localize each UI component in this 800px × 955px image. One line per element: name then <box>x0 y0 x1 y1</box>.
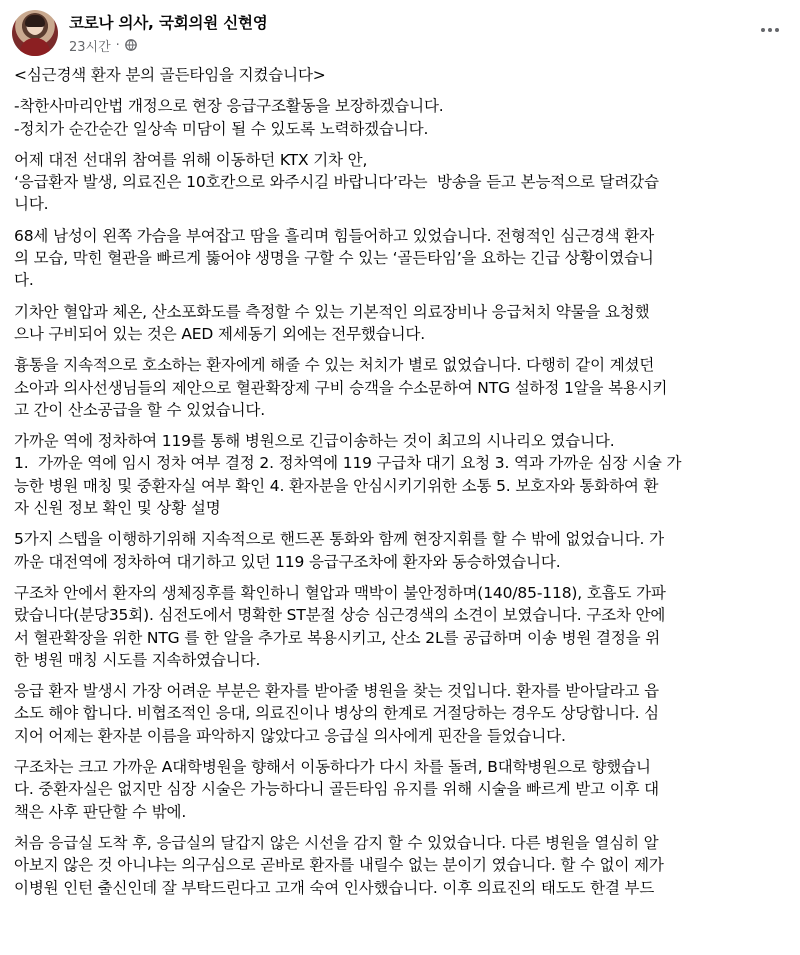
post-line: 자 신원 정보 확인 및 상황 설명 <box>14 499 221 518</box>
post-line: 아보지 않은 것 아니냐는 의구심으로 곧바로 환자를 내릴수 없는 분이기 였습니다. 할 수 없이 제가 <box>14 856 664 875</box>
post-line: 니다. <box>14 195 49 214</box>
post-paragraph <box>14 149 788 216</box>
post-line: 소아과 의사선생님들의 제안으로 혈관확장제 구비 승객을 수소문하여 NTG 설하정 1알을 복용시키 <box>14 378 668 397</box>
post-line: 1. 가까운 역에 임시 정차 여부 결정 2. 정차역에 119 구급차 대기 요청 3. 역과 가까운 심장 시술 가 <box>14 454 682 473</box>
post-line: 다. <box>14 271 34 290</box>
post-line: <심근경색 환자 분의 골든타임을 지켰습니다> <box>14 66 326 84</box>
more-dot <box>775 28 779 32</box>
post-line: 기차안 혈압과 체온, 산소포화도를 측정할 수 있는 기본적인 의료장비나 응급처치 약물을 요청했 <box>14 302 650 321</box>
post-line: 68세 남성이 왼쪽 가슴을 부여잡고 땀을 흘리며 힘들어하고 있었습니다. 전형적인 심근경색 환자 <box>14 226 655 245</box>
meta-separator: · <box>115 37 120 53</box>
more-dot <box>768 28 772 32</box>
post-paragraph <box>14 582 788 671</box>
post-line: 의 모습, 막힌 혈관을 빠르게 뚫어야 생명을 구할 수 있는 ‘골든타임’을 요하는 긴급 상황이였습니 <box>14 249 654 268</box>
post-paragraph <box>14 680 788 747</box>
post-time[interactable]: 23시간 <box>69 39 111 55</box>
post-line: 이병원 인턴 출신인데 잘 부탁드린다고 고개 숙여 인사했습니다. 이후 의료진의 태도도 한결 부드 <box>14 878 655 897</box>
post-paragraph <box>14 528 788 573</box>
author-name[interactable]: 코로나 의사, 국회의원 신현영 <box>69 14 268 32</box>
globe-icon[interactable] <box>125 39 137 51</box>
post-paragraph <box>14 301 788 346</box>
avatar[interactable] <box>12 10 58 56</box>
post-paragraph <box>14 225 788 292</box>
post-line: 소도 해야 합니다. 비협조적인 응대, 의료진이나 병상의 한계로 거절당하는 경우도 상당합니다. 심 <box>14 704 659 723</box>
post-paragraph <box>14 756 788 823</box>
post-line: -정치가 순간순간 일상속 미담이 될 수 있도록 노력하겠습니다. <box>14 119 429 138</box>
post-line: 지어 어제는 환자분 이름을 파악하지 않았다고 응급실 의사에게 핀잔을 들었습니다. <box>14 726 566 745</box>
more-options-icon[interactable] <box>756 20 784 40</box>
post-header <box>12 10 788 62</box>
post-line: 랐습니다(분당35회). 심전도에서 명확한 ST분절 상승 심근경색의 소견이 보였습니다. 구조차 안에 <box>14 606 666 625</box>
post-line: 한 병원 매칭 시도를 지속하였습니다. <box>14 650 261 669</box>
avatar-hair <box>25 15 45 27</box>
avatar-jacket <box>20 38 50 56</box>
post-meta <box>69 36 137 54</box>
post-paragraph <box>14 354 788 421</box>
post-line: 고 간이 산소공급을 할 수 있었습니다. <box>14 400 266 419</box>
post-paragraph <box>14 64 788 86</box>
post-line: ‘응급환자 발생, 의료진은 10호칸으로 와주시길 바랍니다’라는 방송을 듣고 본능적으로 달려갔습 <box>14 173 659 192</box>
post-line: 다. 중환자실은 없지만 심장 시술은 가능하다니 골든타임 유지를 위해 시술을 빠르게 받고 이후 대 <box>14 780 659 799</box>
post-body <box>14 64 788 908</box>
post-line: 까운 대전역에 정차하여 대기하고 있던 119 응급구조차에 환자와 동승하였습니다. <box>14 552 561 571</box>
post-line: 5가지 스텝을 이행하기위해 지속적으로 핸드폰 통화와 함께 현장지휘를 할 수 밖에 없었습니다. 가 <box>14 530 664 549</box>
post-line: 응급 환자 발생시 가장 어려운 부분은 환자를 받아줄 병원을 찾는 것입니다. 환자를 받아달라고 읍 <box>14 682 659 701</box>
post-line: 구조차는 크고 가까운 A대학병원을 향해서 이동하다가 다시 차를 돌려, B대학병원으로 향했습니 <box>14 758 651 777</box>
post-line: 책은 사후 판단할 수 밖에. <box>14 802 187 821</box>
post-paragraph <box>14 832 788 899</box>
post-line: 으나 구비되어 있는 것은 AED 제세동기 외에는 전무했습니다. <box>14 324 426 343</box>
post-line: 어제 대전 선대위 참여를 위해 이동하던 KTX 기차 안, <box>14 150 368 169</box>
post-line: 서 혈관확장을 위한 NTG 를 한 알을 추가로 복용시키고, 산소 2L를 공급하며 이송 병원 결정을 위 <box>14 628 661 647</box>
post-line: 처음 응급실 도착 후, 응급실의 달갑지 않은 시선을 감지 할 수 있었습니다. 다른 병원을 열심히 알 <box>14 833 659 852</box>
post-line: 능한 병원 매칭 및 중환자실 여부 확인 4. 환자분을 안심시키기위한 소통 5. 보호자와 통화하여 환 <box>14 476 659 495</box>
post-line: -착한사마리안법 개정으로 현장 응급구조활동을 보장하겠습니다. <box>14 97 444 116</box>
post-line: 가까운 역에 정차하여 119를 통해 병원으로 긴급이송하는 것이 최고의 시나리오 였습니다. <box>14 432 615 451</box>
more-dot <box>761 28 765 32</box>
post-paragraph <box>14 430 788 519</box>
post-line: 구조차 안에서 환자의 생체징후를 확인하니 혈압과 맥박이 불안정하며(140/85-118), 호흡도 가파 <box>14 583 666 602</box>
post-paragraph <box>14 95 788 140</box>
post-line: 흉통을 지속적으로 호소하는 환자에게 해줄 수 있는 처치가 별로 없었습니다. 다행히 같이 계셨던 <box>14 356 655 375</box>
